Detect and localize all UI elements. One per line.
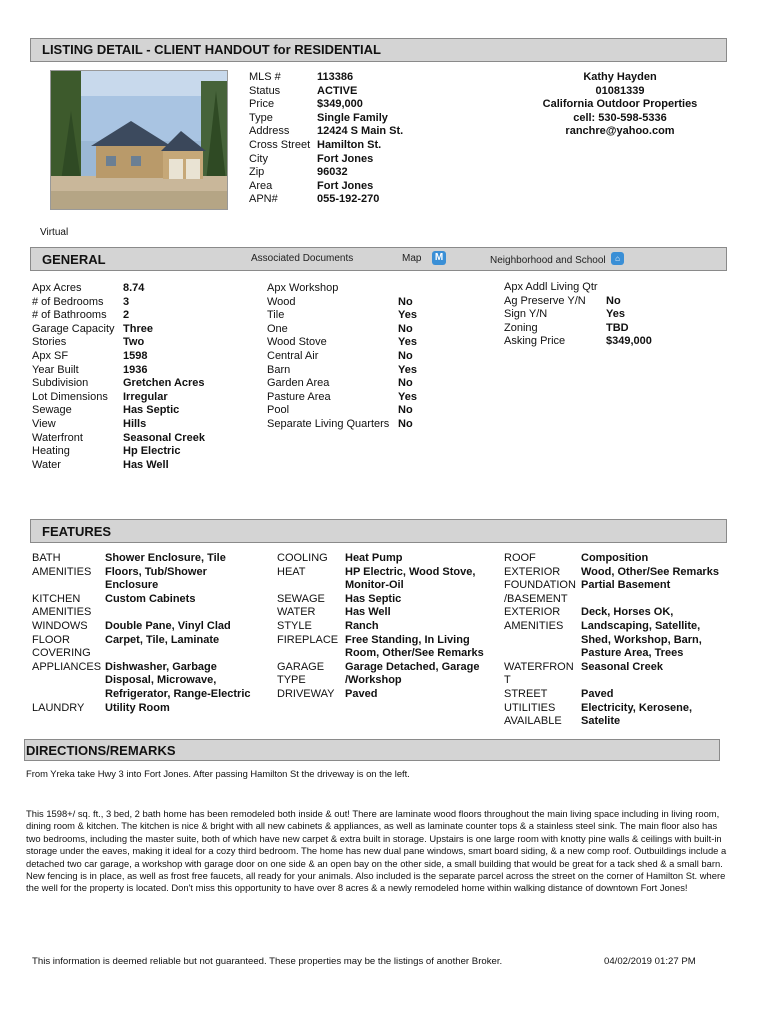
- field-value: No: [606, 294, 621, 307]
- feature-label: UTILITIES AVAILABLE: [504, 701, 562, 728]
- feature-label: WINDOWS: [32, 619, 88, 632]
- summary-list: [249, 71, 403, 207]
- field-row: [249, 98, 403, 112]
- field-value: Two: [123, 336, 145, 349]
- map-label: Map: [402, 253, 422, 264]
- feature-value: Deck, Horses OK, Landscaping, Satellite, Shed, Workshop, Barn, Pasture Area, Trees: [581, 606, 702, 660]
- field-label: Water: [32, 458, 61, 471]
- feature-label: EXTERIOR: [504, 565, 561, 578]
- field-label: Year Built: [32, 363, 79, 376]
- field-value: 96032: [317, 166, 348, 179]
- field-label: Zoning: [504, 321, 538, 334]
- field-value: Yes: [398, 390, 417, 403]
- field-label: # of Bedrooms: [32, 295, 104, 308]
- field-value: TBD: [606, 321, 629, 334]
- field-row: [32, 418, 205, 432]
- field-row: [249, 71, 403, 85]
- field-label: # of Bathrooms: [32, 309, 107, 322]
- feature-value: Custom Cabinets: [105, 592, 196, 605]
- field-label: Asking Price: [504, 335, 566, 348]
- feature-value: Paved: [345, 687, 378, 700]
- property-photo[interactable]: [50, 70, 228, 210]
- field-label: Pasture Area: [267, 390, 331, 403]
- feature-value: Garage Detached, Garage /Workshop: [345, 660, 480, 687]
- directions-text: From Yreka take Hwy 3 into Fort Jones. After passing Hamilton St the driveway is on the left.: [26, 768, 410, 779]
- field-value: 12424 S Main St.: [317, 125, 404, 138]
- field-value: 113386: [317, 71, 354, 83]
- field-label: Tile: [267, 309, 285, 322]
- field-value: Yes: [398, 336, 417, 349]
- feature-value: Dishwasher, Garbage Disposal, Microwave, Refrigerator, Range-Electric: [105, 660, 251, 700]
- feature-row: [32, 552, 267, 593]
- field-value: Single Family: [317, 111, 388, 124]
- field-label: Apx Workshop: [267, 282, 339, 294]
- field-row: [267, 350, 417, 364]
- field-row: [32, 350, 205, 364]
- agent-cell: cell: 530-598-5336: [573, 111, 667, 124]
- field-row: [267, 377, 417, 391]
- field-value: $349,000: [317, 98, 363, 111]
- field-label: Garage Capacity: [32, 322, 115, 335]
- field-value: No: [398, 377, 413, 390]
- neighborhood-school-link[interactable]: Neighborhood and School: [490, 255, 606, 266]
- agent-info: [520, 71, 720, 139]
- map-icon[interactable]: M: [432, 251, 446, 265]
- features-title: FEATURES: [42, 524, 112, 539]
- field-row: [32, 432, 205, 446]
- field-value: No: [398, 349, 413, 362]
- field-value: Hamilton St.: [317, 138, 382, 151]
- field-row: [267, 418, 417, 432]
- feature-label: FLOOR COVERING: [32, 633, 91, 660]
- feature-label: HEAT: [277, 565, 306, 578]
- field-row: [267, 391, 417, 405]
- feature-label: FIREPLACE: [277, 633, 339, 646]
- field-value: 8.74: [123, 282, 145, 294]
- field-value: ACTIVE: [317, 84, 358, 97]
- footer-timestamp: 04/02/2019 01:27 PM: [604, 956, 696, 967]
- field-row: [249, 85, 403, 99]
- field-label: Central Air: [267, 349, 319, 362]
- field-value: Yes: [606, 308, 625, 321]
- general-col1: [32, 282, 205, 472]
- field-label: Apx Acres: [32, 282, 82, 294]
- field-label: Zip: [249, 166, 265, 179]
- feature-label: KITCHEN AMENITIES: [32, 592, 92, 619]
- feature-value: Wood, Other/See Remarks: [581, 565, 719, 578]
- field-row: [504, 335, 652, 349]
- field-label: Apx Addl Living Qtr: [504, 281, 598, 293]
- feature-row: [504, 566, 729, 580]
- feature-row: [277, 661, 502, 688]
- feature-value: Has Septic: [345, 592, 402, 605]
- feature-label: LAUNDRY: [32, 701, 85, 714]
- field-label: Separate Living Quarters: [267, 417, 390, 430]
- feature-value: Composition: [581, 552, 649, 564]
- field-label: One: [267, 322, 288, 335]
- field-row: [267, 364, 417, 378]
- school-icon[interactable]: ⌂: [611, 252, 624, 265]
- feature-value: Carpet, Tile, Laminate: [105, 633, 220, 646]
- field-row: [267, 282, 417, 296]
- feature-row: [504, 579, 729, 606]
- field-value: Yes: [398, 309, 417, 322]
- feature-row: [277, 566, 502, 593]
- field-row: [32, 404, 205, 418]
- field-label: Wood: [267, 295, 296, 308]
- field-label: Apx SF: [32, 349, 69, 362]
- field-label: Area: [249, 179, 273, 192]
- feature-row: [277, 620, 502, 634]
- general-col2: [267, 282, 417, 432]
- feature-row: [277, 606, 502, 620]
- field-value: Hp Electric: [123, 445, 181, 458]
- field-row: [32, 377, 205, 391]
- feature-label: STYLE: [277, 619, 312, 632]
- page-title: LISTING DETAIL - CLIENT HANDOUT for RESIDENTIAL: [42, 42, 381, 57]
- field-row: [32, 364, 205, 378]
- field-value: Irregular: [123, 390, 168, 403]
- field-label: Pool: [267, 404, 290, 417]
- field-value: 1936: [123, 363, 148, 376]
- field-label: Sewage: [32, 404, 72, 417]
- feature-row: [504, 702, 729, 729]
- field-label: Barn: [267, 363, 291, 376]
- field-row: [32, 296, 205, 310]
- field-label: APN#: [249, 193, 278, 206]
- field-row: [504, 281, 652, 295]
- features-bar: [30, 519, 727, 543]
- field-row: [249, 166, 403, 180]
- field-row: [32, 323, 205, 337]
- field-label: View: [32, 417, 56, 430]
- field-row: [267, 404, 417, 418]
- field-row: [504, 295, 652, 309]
- feature-label: BATH AMENITIES: [32, 552, 92, 578]
- field-row: [249, 112, 403, 126]
- feature-row: [32, 620, 267, 634]
- feature-value: Ranch: [345, 619, 379, 632]
- field-row: [249, 125, 403, 139]
- general-col3: [504, 281, 652, 349]
- field-value: Fort Jones: [317, 179, 374, 192]
- field-label: MLS #: [249, 71, 281, 83]
- house-photo-image: [51, 71, 228, 210]
- features-col1: [32, 552, 267, 715]
- field-label: City: [249, 152, 268, 165]
- field-label: Stories: [32, 336, 67, 349]
- field-value: Hills: [123, 417, 147, 430]
- agent-email[interactable]: ranchre@yahoo.com: [565, 125, 675, 138]
- field-label: Ag Preserve Y/N: [504, 294, 586, 307]
- field-value: 2: [123, 309, 130, 322]
- field-row: [32, 445, 205, 459]
- feature-row: [504, 552, 729, 566]
- field-value: Three: [123, 322, 153, 335]
- remarks-text: This 1598+/ sq. ft., 3 bed, 2 bath home has been remodeled both inside & out! There are laminate wood floors throughout the main living space including in living room, dining room & kitchen. The kitchen is nice & bright with all new cabinets & appliances, as well as laminate counter tops & a stainless steel sink. The main floor also has two bedrooms, including the master suite, both of which have new carpet & extra built in storage. Upstairs is one large room with knotty pine walls & ceilings with built-in storage under the eaves, making it ideal for a cozy third bedroom. The home has new dual pane windows, smart board siding, & a new comp roof. Outbuildings include a detached two car garage, a workshop with garage door on one side & an open bay on the other side, a small building that would be great for a tack shed & a small barn. New fencing is in place, as well as frost free faucets, all ready for your animals. Also included is the separate parcel across the street on the corner of Hamilton St. where the well for the property is located. Don't miss this opportunity to have over 8 acres & a newly remodeled home within walking distance of downtown Fort Jones!: [26, 808, 727, 894]
- field-label: Sign Y/N: [504, 308, 548, 321]
- field-row: [267, 309, 417, 323]
- field-label: Cross Street: [249, 138, 311, 151]
- field-value: 1598: [123, 349, 148, 362]
- field-label: Garden Area: [267, 377, 330, 390]
- feature-value: Electricity, Kerosene, Satelite: [581, 701, 693, 728]
- field-row: [267, 296, 417, 310]
- feature-row: [504, 661, 729, 688]
- feature-row: [32, 634, 267, 661]
- agent-name: Kathy Hayden: [583, 71, 657, 83]
- field-value: Seasonal Creek: [123, 431, 205, 444]
- field-row: [32, 459, 205, 473]
- field-label: Wood Stove: [267, 336, 327, 349]
- feature-value: Has Well: [345, 606, 391, 619]
- field-row: [32, 282, 205, 296]
- feature-row: [504, 606, 729, 660]
- field-row: [249, 139, 403, 153]
- field-value: Has Septic: [123, 404, 180, 417]
- field-label: Heating: [32, 445, 70, 458]
- field-row: [249, 153, 403, 167]
- field-value: No: [398, 417, 413, 430]
- field-label: Waterfront: [32, 431, 83, 444]
- field-value: 055-192-270: [317, 193, 380, 206]
- feature-value: Paved: [581, 687, 614, 700]
- feature-row: [277, 688, 502, 702]
- feature-value: Double Pane, Vinyl Clad: [105, 619, 231, 632]
- field-label: Subdivision: [32, 377, 89, 390]
- field-row: [32, 391, 205, 405]
- feature-row: [504, 688, 729, 702]
- field-row: [267, 336, 417, 350]
- feature-value: Utility Room: [105, 701, 170, 714]
- field-value: Yes: [398, 363, 417, 376]
- feature-label: GARAGE TYPE: [277, 660, 325, 687]
- agent-license: 01081339: [595, 84, 645, 97]
- features-col2: [277, 552, 502, 702]
- feature-row: [277, 593, 502, 607]
- feature-label: COOLING: [277, 552, 328, 564]
- field-row: [504, 322, 652, 336]
- field-value: $349,000: [606, 335, 652, 348]
- field-label: Address: [249, 125, 290, 138]
- photo-caption[interactable]: Virtual: [40, 227, 69, 238]
- field-value: No: [398, 295, 413, 308]
- field-value: No: [398, 322, 413, 335]
- general-title: GENERAL: [42, 252, 106, 267]
- feature-label: WATER: [277, 606, 316, 619]
- feature-value: Partial Basement: [581, 579, 671, 592]
- field-value: Fort Jones: [317, 152, 374, 165]
- field-value: Gretchen Acres: [123, 377, 205, 390]
- feature-label: DRIVEWAY: [277, 687, 335, 700]
- field-label: Lot Dimensions: [32, 390, 108, 403]
- field-label: Price: [249, 98, 275, 111]
- feature-value: Heat Pump: [345, 552, 403, 564]
- feature-row: [32, 661, 267, 702]
- footer-disclaimer: This information is deemed reliable but not guaranteed. These properties may be the listings of another Broker.: [32, 956, 503, 967]
- field-row: [267, 323, 417, 337]
- feature-value: HP Electric, Wood Stove, Monitor-Oil: [345, 565, 476, 592]
- feature-label: FOUNDATION /BASEMENT: [504, 579, 576, 605]
- field-label: Type: [249, 111, 273, 124]
- field-label: Status: [249, 84, 281, 97]
- feature-value: Free Standing, In Living Room, Other/See Remarks: [345, 633, 484, 660]
- feature-label: ROOF: [504, 552, 536, 564]
- field-row: [249, 193, 403, 207]
- feature-row: [277, 552, 502, 566]
- feature-value: Seasonal Creek: [581, 660, 663, 673]
- field-value: No: [398, 404, 413, 417]
- field-row: [249, 180, 403, 194]
- field-row: [32, 309, 205, 323]
- feature-row: [277, 634, 502, 661]
- feature-label: EXTERIOR AMENITIES: [504, 606, 564, 632]
- feature-value: Shower Enclosure, Tile Floors, Tub/Shower Enclosure: [105, 552, 226, 592]
- feature-label: SEWAGE: [277, 592, 325, 605]
- field-value: Has Well: [123, 458, 169, 471]
- feature-label: STREET: [504, 687, 548, 700]
- feature-label: WATERFRON T: [504, 660, 574, 687]
- feature-row: [32, 702, 267, 716]
- features-col3: [504, 552, 729, 729]
- feature-row: [32, 593, 267, 620]
- field-row: [504, 308, 652, 322]
- feature-label: APPLIANCES: [32, 660, 102, 673]
- directions-title: DIRECTIONS/REMARKS: [26, 743, 176, 758]
- field-value: 3: [123, 295, 130, 308]
- field-row: [32, 336, 205, 350]
- associated-documents-link[interactable]: Associated Documents: [251, 253, 354, 264]
- agent-company: California Outdoor Properties: [542, 98, 698, 111]
